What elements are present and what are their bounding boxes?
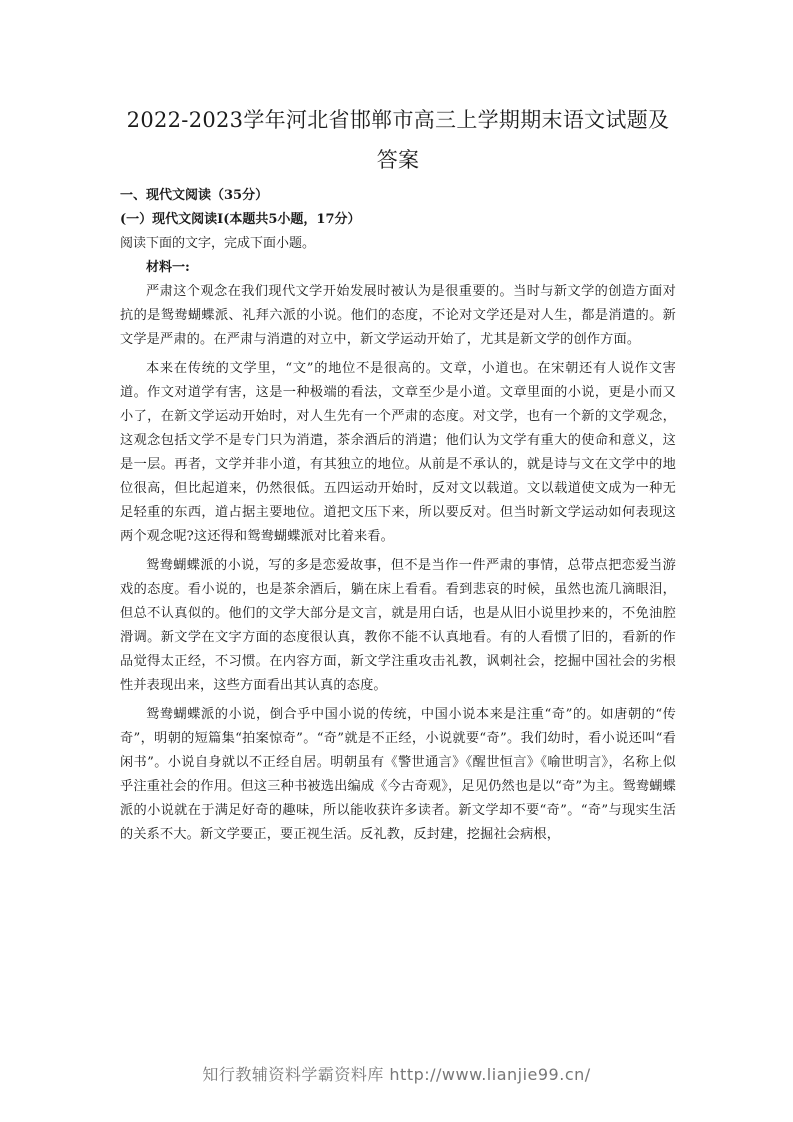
material-label: 材料一:: [146, 260, 190, 275]
section-heading: 一、现代文阅读（35分）: [120, 188, 269, 203]
subsection-heading: (一）现代文阅读I(本题共5小题，17分）: [120, 212, 361, 227]
document-title: 2022-2023学年河北省邯郸市高三上学期期末语文试题及答案: [126, 108, 670, 172]
document-page: [120, 100, 676, 852]
paragraph: 严肃这个观念在我们现代文学开始发展时被认为是很重要的。当时与新文学的创造方面对抗的是鸳鸯蝴蝶派、礼拜六派的小说。他们的态度，不论对文学还是对人生，都是消遣的。新文学是严肃的。在严肃与消遣的对立中，新文学运动开始了，尤其是新文学的创作方面。: [120, 284, 676, 347]
paragraph: 鸳鸯蝴蝶派的小说，倒合乎中国小说的传统，中国小说本来是注重“奇”的。如唐朝的“传奇”，明朝的短篇集“拍案惊奇”。“奇”就是不正经，小说就要“奇”。我们幼时，看小说还叫“看闲书”。小说自身就以不正经自居。明朝虽有《警世通言》《醒世恒言》《喻世明言》，名称上似乎注重社会的作用。但这三种书被选出编成《今古奇观》，足见仍然也是以“奇”为主。鸳鸯蝴蝶派的小说就在于满足好奇的趣味，所以能收获许多读者。新文学却不要“奇”。“奇”与现实生活的关系不大。新文学要正，要正视生活。反礼教，反封建，挖掘社会病根，: [120, 707, 676, 842]
footer-watermark: 知行教辅资料学霸资料库 http://www.lianjie99.cn/: [202, 1065, 591, 1084]
paragraph: 鸳鸯蝴蝶派的小说，写的多是恋爱故事，但不是当作一件严肃的事情，总带点把恋爱当游戏的态度。看小说的，也是茶余酒后，躺在床上看看。看到悲哀的时候，虽然也流几滴眼泪，但总不认真似的。他们的文学大部分是文言，就是用白话，也是从旧小说里抄来的，不免油腔滑调。新文学在文字方面的态度很认真，教你不能不认真地看。有的人看惯了旧的，看新的作品觉得太正经，不习惯。在内容方面，新文学注重攻击礼教，讽刺社会，挖掘中国社会的劣根性并表现出来，这些方面看出其认真的态度。: [120, 558, 676, 693]
instruction-text: 阅读下面的文字，完成下面小题。: [120, 236, 316, 251]
paragraph: 本来在传统的文学里，“文”的地位不是很高的。文章，小道也。在宋朝还有人说作文害道。作文对道学有害，这是一种极端的看法，文章至少是小道。文章里面的小说，更是小而又小了，在新文学运动开始时，对人生先有一个严肃的态度。对文学，也有一个新的文学观念，这观念包括文学不是专门只为消遣，茶余酒后的消遣；他们认为文学有重大的使命和意义，这是一层。再者，文学并非小道，有其独立的地位。从前是不承认的，就是诗与文在文学中的地位很高，但比起道来，仍然很低。五四运动开始时，反对文以载道。文以载道使文成为一种无足轻重的东西，道占据主要地位。道把文压下来，所以要反对。但当时新文学运动如何表现这两个观念呢?这还得和鸳鸯蝴蝶派对比着来看。: [120, 361, 676, 544]
